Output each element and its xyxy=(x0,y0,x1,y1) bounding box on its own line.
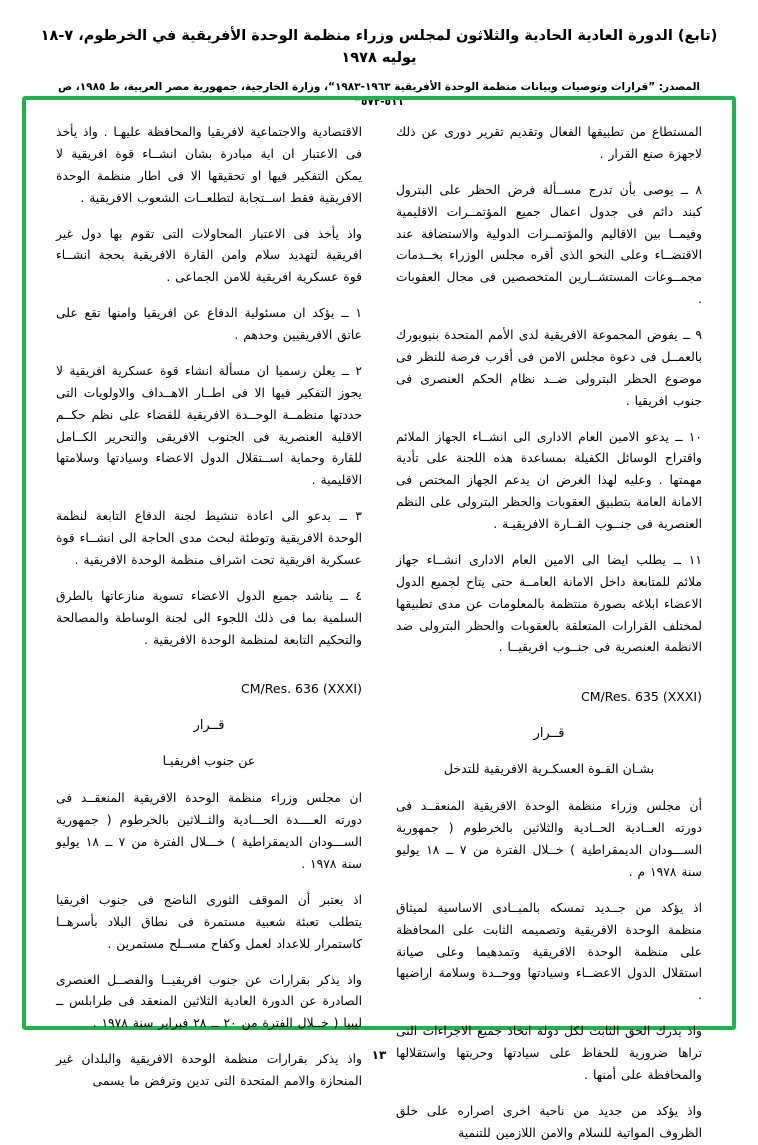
paragraph: ٩ ــ يفوض المجموعة الافريقية لدى الأمم المتحدة بنيويورك بالعمــل فى دعوة مجلس الامن فى أقرب فرصة للنظر فى موضوع الحظر البترولى ضــد نظام الحكم العنصرى فى جنوب افريقيا . xyxy=(396,328,702,408)
paragraph: ان مجلس وزراء منظمة الوحدة الافريقية المنعقــد فى دورته العــــدة الحـــادية والثــلاثين بالخرطوم ( جمهورية الســـودان الديمقراطية ) خـــلال الفترة من ٧ ــ ١٨ يوليو سنة ١٩٧٨ . xyxy=(56,791,362,871)
paragraph: واذ يأخذ فى الاعتبار المحاولات التى تقوم بها دول غير افريقية لتهديد سلام وامن القارة الافريقية بحجة انشــاء قوة عسكرية افريقية للامن الجماعى . xyxy=(56,226,362,285)
resolution-code xyxy=(56,681,362,696)
paragraph: ٨ ــ يوصى بأن تدرج مســألة فرض الحظر على البترول كبند دائم فى جدول اعمال جميع المؤتمــرات الاقليمية وفيمــا بين الاقاليم والمؤتمــرات الدولية والاستضافة عند الاقتضــاء وعلى النحو الذى أقره مجلس الوزراء بخــدمات مجمــوعات المستشــارين المتخصصين فى مجال العقوبات . xyxy=(396,182,702,307)
resolution-subject: عن جنوب افريقيـا xyxy=(162,753,256,769)
paragraph: اذ يؤكد من جــديد تمسكه بالمبــادى الاساسية لميثاق منظمة الوحدة الافريقية وتصميمه الثابت على المحافظة على منظمة الوحدة الافريقية وتمدهيما وعلى صيانة استقلال الدول الاعضــاء وسيادتها ووحــدة وسلامة اراضيها . xyxy=(396,900,702,1003)
paragraph: ٤ ــ يناشد جميع الدول الاعضاء تسوية منازعاتها بالطرق السلمية بما فى ذلك اللجوء الى لجنة الوساطة والمصالحة والتحكيم التابعة لمنظمة الوحدة الافريقية . xyxy=(56,588,362,647)
paragraph: ١ ــ يؤكد ان مسئولية الدفاع عن افريقيا وامنها تقع على عاتق الافريقيين وحدهم . xyxy=(56,306,362,342)
resolution-heading: قــرار xyxy=(193,718,225,734)
paragraph: اذ يعتبر أن الموقف الثورى الناضج فى جنوب افريقيا يتطلب تعبئة شعبية مستمرة فى نطاق البلاد بأسرهــا كاستمرار للاعداد لعمل وكفاح مســلح مستمرين . xyxy=(56,892,362,951)
paragraph: المستطاع من تطبيقها الفعال وتقديم تقرير دورى عن ذلك لاجهزة صنع القرار . xyxy=(396,125,702,161)
resolution-subject: بشـان القـوة العسكـرية الافريقية للتدخل xyxy=(443,761,655,777)
paragraph: واذ يذكر بقرارات عن جنوب افريقيــا والفصــل العنصرى الصادرة عن الدورة العادية الثلاثين المنعقد فى طرابلس ــ ليبيا ( خــلال الفترة من ٢٠ ــ ٢٨ فبراير سنة ١٩٧٨ . xyxy=(56,972,362,1031)
paragraph: أن مجلس وزراء منظمة الوحدة الافريقية المنعقــد فى دورته العــادية الحــادية والثلاثين بالخرطوم ( جمهورية الســـودان الديمقراطية ) خــلال الفترة من ٧ ــ ١٨ يوليو سنة ١٩٧٨ م . xyxy=(396,799,703,879)
paragraph: ٣ ــ يدعو الى اعادة تنشيط لجنة الدفاع التابعة لنظمة الوحدة الافريقية وتوطئة لبحث مدى الحاجة الى انشــاء قوة عسكرية افريقية تحت اشراف منظمة الوحدة الافريقية . xyxy=(56,509,362,567)
paragraph: واذ يذكر بقرارات منظمة الوحدة الافريقية والبلدان غير المنحازة والامم المتحدة التى تدين وترفض ما يسمى xyxy=(56,1052,362,1088)
resolution-code-text: CM/Res. 636 (XXXI) xyxy=(241,681,362,697)
page-number: ١٣ xyxy=(371,1048,387,1062)
resolution-code xyxy=(396,689,702,704)
column-right xyxy=(396,122,703,1140)
paragraph: ٢ ــ يعلن رسميا ان مسألة انشاء قوة عسكرية افريقية لا يجوز التفكير فيها الا فى اطــار الاهــداف والاولويات التى حددتها منظمــة الوحــدة الافريقية للقضاء على نظم حكــم الاقلية العنصرية فى الجنوب الافريقى والتحرير الكــامل للقارة وحماية اســتقلال الدول الاعضاء وسيادتها وسلامتها الاقليمية . xyxy=(56,363,362,488)
resolution-heading: قــرار xyxy=(533,726,565,742)
paragraph: الاقتصادية والاجتماعية لافريقيا والمحافظة عليهـا . واذ يأخذ فى الاعتبار ان اية مبادرة بشان انشــاء قوة افريقية لا يمكن التفكير فيها او تحقيقها الا فى اطار منظمة الوحدة الافريقية فقط اســتجابة لتطلعــات الشعوب الافريقية . xyxy=(56,125,362,205)
resolution-code-text: CM/Res. 635 (XXXI) xyxy=(581,689,702,705)
header-title: (تابع) الدورة العادية الحادية والثلاثون لمجلس وزراء منظمة الوحدة الأفريقية في الخرطوم، ٧-١٨ يوليه ١٩٧٨ xyxy=(40,28,718,66)
paragraph: ١١ ــ يطلب ايضا الى الامين العام الادارى انشــاء جهاز ملائم للمتابعة داخل الامانة العامــة حتى يتاح لجميع الدول الاعضاء ابلاغه بصورة منتظمة بالمعلومات عن مدى تطبيقها لمختلف القرارات المتعلقة بالعقوبات والحظر البترولى ضد الانظمة العنصرية فى جنــوب افريقيــا . xyxy=(396,552,702,655)
paragraph: واذ يدرك الحق الثابت لكل دولة اتخاذ جميع الاجراءات التى تراها ضرورية للحفاظ على سيادتها وحريتها واستقلالها والمحافظة على أمنها . xyxy=(396,1024,702,1082)
paragraph: ١٠ ــ يدعو الامين العام الادارى الى انشــاء الجهاز الملائم واقتراح الوسائل الكفيلة بمساعدة هذه اللجنة على تأدية مهمتها . وعليه لهذا الغرض ان يدعم الجهاز المختص فى الامانة العامة بتطبيق العقوبات والحظر البترولى على النظم العنصرية فى جنــوب القــارة الافريقيـة . xyxy=(396,429,702,531)
page-header xyxy=(0,0,758,111)
paragraph: واذ يؤكد من جديد من ناحية اخرى اصراره على خلق الظروف المواتية للسلام والامن اللازمين للتنمية xyxy=(396,1103,702,1140)
header-source: المصدر: ”قرارات وتوصيات وبيانات منظمة الوحدة الأفريقية ١٩٦٣-١٩٨٣“، وزارة الخارجية، جمهورية مصر العربية، ط ١٩٨٥، ص ٥١١-٥٧٢“ xyxy=(57,80,700,109)
column-left xyxy=(56,122,362,1088)
